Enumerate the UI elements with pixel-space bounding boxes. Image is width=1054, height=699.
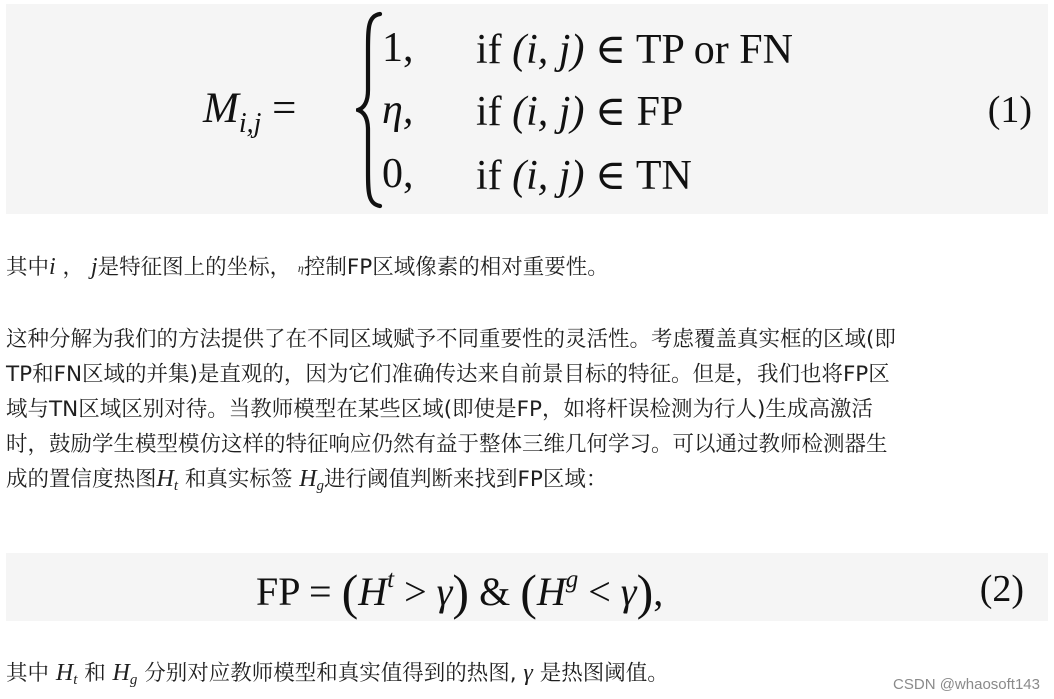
comma: , [653,569,664,614]
equation-1-number: (1) [987,89,1032,131]
case-condition [476,150,692,200]
open-paren: ( [520,564,537,620]
case-condition [476,86,683,136]
text-middle: 和真实标签 [178,467,300,492]
open-paren: ( [341,564,359,620]
case-value: 1, [382,25,414,71]
paragraph-line: 时，鼓励学生模型模仿这样的特征响应仍然有益于整体三维几何学习。可以通过教师检测器生 [6,432,888,457]
equation-2-number: (2) [979,568,1024,610]
math-var-j: j [90,254,98,280]
left-brace-icon [356,10,384,210]
math-var-Ht [157,466,179,492]
case-value: η, [382,87,414,133]
text-prefix: 其中 [6,661,56,686]
var-H: H [55,660,74,686]
case-value: 0, [382,151,414,197]
lhs-subscript: i,j [238,108,262,139]
sup-g: g [565,566,579,593]
sub-g: g [129,672,138,688]
ampersand: & [479,569,511,614]
element-of-symbol: ∈ [594,89,627,135]
if-keyword: if [476,27,502,73]
paragraph-2 [6,322,1050,504]
paragraph-line-last [6,462,1050,504]
math-var-Ht [56,660,78,686]
greater-than: > [404,569,427,614]
math-eta: η [297,261,304,275]
if-keyword: if [476,89,502,135]
text-middle: 分别对应教师模型和真实值得到的热图, [137,661,524,686]
math-var-Hg [299,466,324,492]
math-gamma: γ [523,660,533,686]
text-suffix: 控制FP区域像素的相对重要性。 [303,255,609,280]
text-suffix: 进行阈值判断来找到FP区域： [324,467,608,492]
close-paren: ) [636,564,654,620]
sub-t: t [173,478,179,494]
text-and: 和 [77,661,113,686]
var-H: H [112,660,130,686]
paragraph-1 [6,250,1050,286]
paragraph-line: 域与TN区域区别对待。当教师模型在某些区域(即使是FP，如将杆误检测为行人)生成高激活 [6,397,873,422]
gamma-symbol: γ [620,569,637,614]
condition-args: (i, j) [512,27,585,73]
case-condition [476,24,793,74]
var-H: H [299,466,317,492]
gamma-symbol: γ [436,569,453,614]
paragraph-line: 这种分解为我们的方法提供了在不同区域赋予不同重要性的灵活性。考虑覆盖真实框的区域(即 [6,327,896,352]
element-of-symbol: ∈ [594,153,627,199]
text-prefix: 成的置信度热图 [6,467,157,492]
equation-1-lhs [203,84,296,140]
var-H-gt: H [536,569,566,614]
text-suffix: 是热图阈值。 [532,661,669,686]
condition-set: TN [635,153,692,199]
equals-sign: = [309,569,332,614]
equation-2-expression [256,563,663,621]
separator: ， [62,255,85,280]
var-H: H [156,466,174,492]
fp-label: FP [256,569,300,614]
condition-args: (i, j) [512,89,585,135]
close-paren: ) [452,564,470,620]
element-of-symbol: ∈ [594,27,627,73]
condition-args: (i, j) [512,153,585,199]
equals-sign: = [272,85,297,132]
lhs-variable: M [203,85,239,132]
math-var-i: i [49,254,56,280]
paragraph-line: TP和FN区域的并集)是直观的，因为它们准确传达来自前景目标的特征。但是，我们也将FP区 [6,362,890,387]
equation-1-block [6,4,1048,214]
sup-t: t [387,566,395,593]
condition-set: TP or FN [635,27,793,73]
less-than: < [588,569,611,614]
text-prefix: 其中 [6,255,50,280]
math-var-Hg [113,660,138,686]
text-middle: 是特征图上的坐标， [97,255,292,280]
equation-2-block [6,553,1048,621]
if-keyword: if [476,153,502,199]
watermark: CSDN @whaosoft143 [893,676,1040,693]
var-H-teacher: H [358,569,388,614]
sub-t: t [73,672,78,688]
sub-g: g [316,478,325,494]
condition-set: FP [636,89,684,135]
